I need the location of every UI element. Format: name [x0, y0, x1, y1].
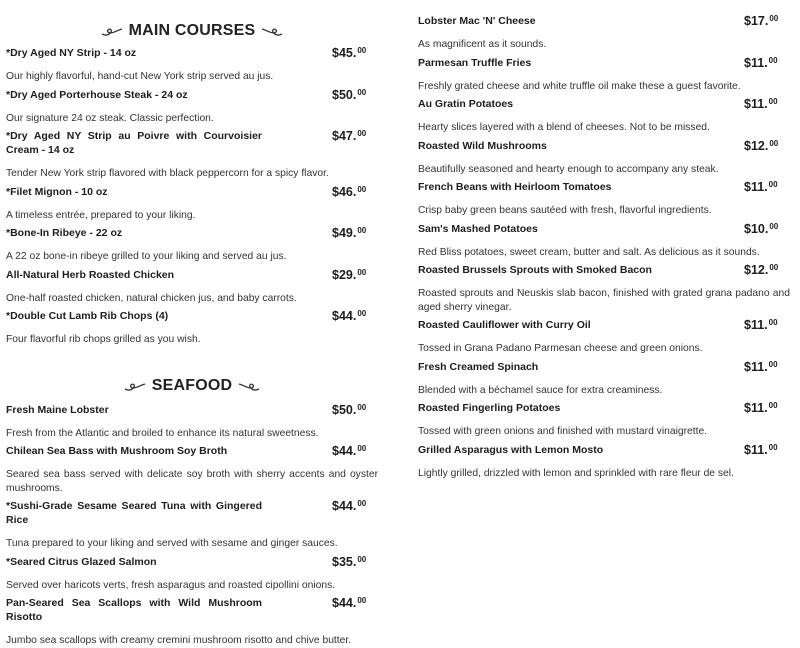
menu-item-name: Grilled Asparagus with Lemon Mosto	[418, 443, 604, 456]
menu-item-name: Roasted Brussels Sprouts with Smoked Bacon	[418, 264, 652, 276]
menu-item-description: Fresh from the Atlantic and broiled to enhance its natural sweetness.	[6, 427, 319, 439]
menu-item-description: As magnificent as it sounds.	[418, 39, 547, 50]
menu-item-name: Fresh Maine Lobster	[6, 403, 109, 416]
menu-item-description: Our signature 24 oz steak. Classic perfection.	[6, 112, 214, 124]
menu-item-price: $50.00	[332, 87, 367, 102]
menu-item	[6, 596, 378, 648]
menu-item-description: One-half roasted chicken, natural chicken jus, and baby carrots.	[6, 292, 297, 304]
menu-item-name: *Filet Mignon - 10 oz	[6, 185, 108, 198]
menu-item-name: *Sushi-Grade Sesame Seared Tuna with Gingered Rice	[6, 500, 262, 526]
menu-item	[418, 360, 790, 398]
menu-item-price: $45.00	[332, 46, 367, 60]
menu-item-name: Pan-Seared Sea Scallops with Wild Mushroom Risotto	[6, 597, 262, 623]
left-column	[6, 0, 378, 648]
menu-item-name: Parmesan Truffle Fries	[418, 56, 532, 69]
menu-item	[6, 129, 378, 181]
menu-item	[6, 309, 378, 347]
menu-item-name: All-Natural Herb Roasted Chicken	[6, 268, 175, 281]
menu-item-name: Chilean Sea Bass with Mushroom Soy Broth	[6, 445, 228, 457]
menu-item-description: Tuna prepared to your liking and served with sesame and ginger sauces.	[6, 538, 338, 549]
menu-item-price: $11.00	[744, 55, 778, 70]
menu-item	[6, 444, 378, 495]
menu-item-description: Tossed in Grana Padano Parmesan cheese and green onions.	[418, 343, 703, 354]
swirl-ornament-left-icon	[101, 25, 123, 37]
swirl-ornament-right-icon	[261, 25, 283, 37]
menu-item	[418, 318, 790, 356]
menu-item-name: Roasted Cauliflower with Curry Oil	[418, 319, 591, 331]
menu-item-name: Au Gratin Potatoes	[418, 98, 514, 110]
menu-item-price: $12.00	[744, 138, 779, 153]
menu-item-name: *Bone-In Ribeye - 22 oz	[6, 227, 123, 239]
menu-item-description: A 22 oz bone-in ribeye grilled to your liking and served au jus.	[6, 251, 287, 262]
menu-item-name: Roasted Wild Mushrooms	[418, 139, 547, 152]
menu-item-price: $11.00	[744, 401, 778, 415]
menu-item-name: Lobster Mac 'N' Cheese	[418, 15, 536, 27]
menu-item-price: $47.00	[332, 129, 367, 143]
menu-item-description: Blended with a béchamel sauce for extra creaminess.	[418, 384, 663, 396]
menu-item-description: Beautifully seasoned and hearty enough to accompany any steak.	[418, 163, 719, 175]
menu-item	[6, 555, 378, 593]
menu-item-price: $11.00	[744, 318, 778, 332]
menu-item	[418, 401, 790, 439]
menu-item	[6, 46, 378, 84]
menu-item-price: $11.00	[744, 442, 778, 457]
menu-item	[418, 443, 790, 481]
menu-item-price: $46.00	[332, 184, 367, 199]
menu-item	[6, 499, 378, 551]
menu-item	[418, 56, 790, 94]
menu-item-description: Red Bliss potatoes, sweet cream, butter and salt. As delicious as it sounds.	[418, 246, 760, 258]
menu-item-description: Our highly flavorful, hand-cut New York strip served au jus.	[6, 71, 274, 82]
main-courses-heading	[6, 22, 378, 40]
menu-item-description: Jumbo sea scallops with creamy cremini mushroom risotto and chive butter.	[6, 635, 352, 646]
menu-item-description: Lightly grilled, drizzled with lemon and sprinkled with rare fleur de sel.	[418, 467, 734, 479]
menu-item	[6, 403, 378, 441]
menu-item	[6, 185, 378, 223]
menu-item-name: Sam's Mashed Potatoes	[418, 222, 538, 235]
menu-item-price: $29.00	[332, 267, 367, 282]
menu-item-price: $11.00	[744, 359, 778, 374]
menu-item-price: $44.00	[332, 309, 367, 323]
menu-item-price: $17.00	[744, 14, 779, 28]
menu-item-price: $12.00	[744, 263, 779, 277]
menu-item-description: Roasted sprouts and Neuskis slab bacon, finished with grated grana padano and aged sherry vinegar.	[418, 288, 790, 313]
menu-item-name: *Double Cut Lamb Rib Chops (4)	[6, 310, 169, 322]
menu-item-name: Fresh Creamed Spinach	[418, 360, 539, 373]
menu-item-price: $44.00	[332, 499, 367, 513]
menu-item	[418, 180, 790, 218]
menu-item-description: Hearty slices layered with a blend of cheeses. Not to be missed.	[418, 122, 710, 133]
menu-item-description: Tossed with green onions and finished with mustard vinaigrette.	[418, 426, 708, 437]
menu-item	[418, 139, 790, 177]
main-courses-title: MAIN COURSES	[128, 22, 256, 39]
menu-item-name: *Dry Aged Porterhouse Steak - 24 oz	[6, 88, 188, 101]
swirl-ornament-left-icon	[124, 380, 146, 392]
menu-item-description: Four flavorful rib chops grilled as you wish.	[6, 334, 201, 345]
menu-item-price: $50.00	[332, 402, 367, 417]
menu-item-name: *Dry Aged NY Strip au Poivre with Courvoisier Cream - 14 oz	[6, 130, 262, 156]
menu-item-description: A timeless entrée, prepared to your liking.	[6, 209, 196, 221]
right-column	[418, 14, 790, 480]
menu-item-description: Freshly grated cheese and white truffle oil make these a guest favorite.	[418, 80, 741, 92]
menu-item-name: *Dry Aged NY Strip - 14 oz	[6, 47, 137, 59]
menu-item-price: $10.00	[744, 221, 779, 236]
menu-item-description: Tender New York strip flavored with black peppercorn for a spicy flavor.	[6, 168, 329, 179]
menu-item-description: Served over haricots verts, fresh asparagus and roasted cipollini onions.	[6, 579, 336, 591]
menu-item	[418, 14, 790, 52]
menu-item	[418, 263, 790, 314]
menu-item-name: *Seared Citrus Glazed Salmon	[6, 555, 157, 568]
menu-item	[418, 97, 790, 135]
menu-item-price: $44.00	[332, 444, 367, 458]
seafood-title: SEAFOOD	[151, 376, 233, 394]
menu-item-description: Seared sea bass served with delicate soy broth with sherry accents and oyster mushrooms.	[6, 469, 378, 494]
menu-item-price: $44.00	[332, 596, 367, 610]
menu-item	[6, 268, 378, 306]
menu-item-name: French Beans with Heirloom Tomatoes	[418, 181, 612, 193]
menu-item	[418, 222, 790, 260]
menu-item-price: $49.00	[332, 226, 367, 240]
menu-item-price: $11.00	[744, 180, 778, 194]
menu-item	[6, 226, 378, 264]
seafood-heading	[6, 377, 378, 395]
menu-item	[6, 88, 378, 126]
menu-item-description: Crisp baby green beans sautéed with fresh, flavorful ingredients.	[418, 205, 712, 216]
menu-item-price: $35.00	[332, 554, 367, 569]
menu-item-name: Roasted Fingerling Potatoes	[418, 402, 561, 414]
swirl-ornament-right-icon	[238, 380, 260, 392]
menu-item-price: $11.00	[744, 97, 778, 111]
